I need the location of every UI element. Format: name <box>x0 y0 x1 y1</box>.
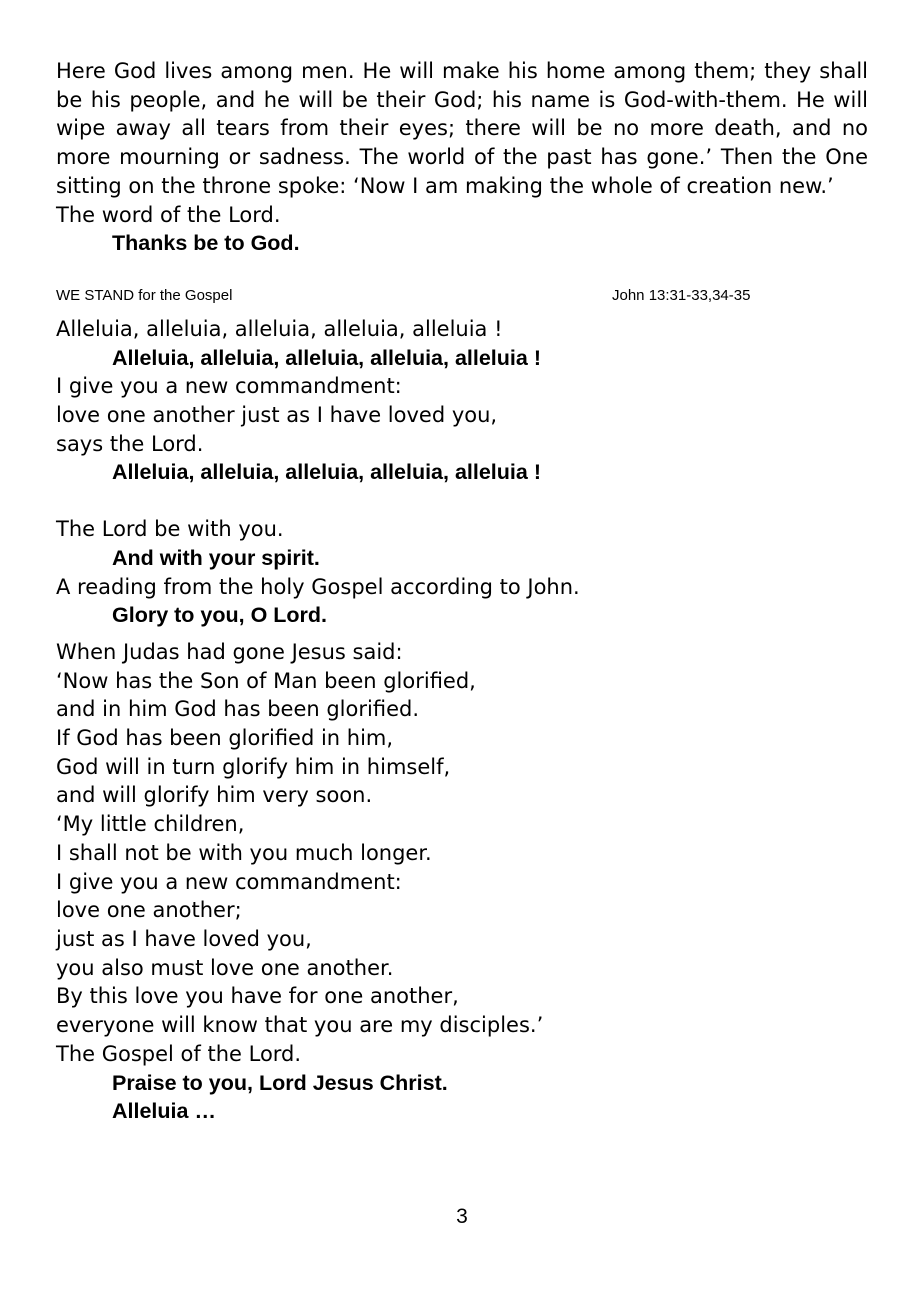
gospel-line: love one another; <box>56 898 242 923</box>
acclamation-verse-line: love one another just as I have loved you, <box>56 403 498 428</box>
gospel-line: I give you a new commandment: <box>56 869 402 894</box>
gospel-line: I shall not be with you much longer. <box>56 840 432 865</box>
gospel-line: ‘Now has the Son of Man been glorified, <box>56 668 476 693</box>
dialogue-greeting: The Lord be with you. <box>56 517 284 542</box>
page-number: 3 <box>456 1205 468 1228</box>
gospel-line: everyone will know that you are my disciples.’ <box>56 1013 544 1038</box>
spacer <box>56 630 868 638</box>
gospel-response: Praise to you, Lord Jesus Christ. <box>112 1070 448 1095</box>
spacer <box>56 487 868 515</box>
acclamation-line: Alleluia, alleluia, alleluia, alleluia, alleluia ! <box>56 316 503 341</box>
gospel-reference: John 13:31-33,34-35 <box>612 286 751 304</box>
dialogue-announcement-response: Glory to you, O Lord. <box>112 603 327 628</box>
acclamation-response: Alleluia, alleluia, alleluia, alleluia, alleluia ! <box>112 460 541 485</box>
gospel-alleluia: Alleluia … <box>112 1099 216 1124</box>
gospel-line: When Judas had gone Jesus said: <box>56 639 403 664</box>
gospel-line: just as I have loved you, <box>56 926 312 951</box>
acclamation-verse-line: says the Lord. <box>56 431 204 456</box>
gospel-line: God will in turn glorify him in himself, <box>56 754 451 779</box>
dialogue-greeting-response: And with your spirit. <box>112 545 320 570</box>
gospel-instruction: WE STAND for the Gospel <box>56 286 233 304</box>
acclamation-verse-line: I give you a new commandment: <box>56 374 402 399</box>
acclamation-response: Alleluia, alleluia, alleluia, alleluia, alleluia ! <box>112 345 541 370</box>
reading-closing: The word of the Lord. <box>56 202 281 227</box>
reading-response: Thanks be to God. <box>112 231 300 256</box>
reading-paragraph: Here God lives among men. He will make his home among them; they shall be his people, and he will be their God; his name is God-with-them. He will wipe away all tears from their eyes; there will be no more death, and no more mourning or sadness. The world of the past has gone.’ Then the One sitting on the throne spoke: ‘Now I am making the whole of creation new.’ <box>56 59 868 198</box>
gospel-line: and in him God has been glorified. <box>56 697 419 722</box>
dialogue-announcement: A reading from the holy Gospel according to John. <box>56 574 580 599</box>
page-content <box>56 57 868 1126</box>
gospel-closing: The Gospel of the Lord. <box>56 1041 302 1066</box>
gospel-line: If God has been glorified in him, <box>56 726 394 751</box>
gospel-line: you also must love one another. <box>56 955 394 980</box>
gospel-line: ‘My little children, <box>56 812 245 837</box>
gospel-heading <box>56 287 868 307</box>
gospel-line: By this love you have for one another, <box>56 984 459 1009</box>
gospel-line: and will glorify him very soon. <box>56 783 373 808</box>
